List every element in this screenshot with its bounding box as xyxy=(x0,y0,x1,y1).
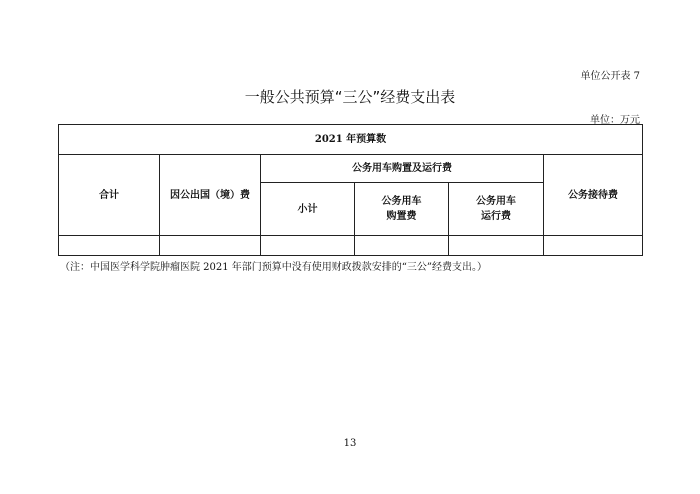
subtotal-value-cell xyxy=(261,236,355,256)
vehicle-purchase-value-cell xyxy=(355,236,449,256)
year-header-cell: 2021 年预算数 xyxy=(59,125,643,155)
vehicle-operation-value-cell xyxy=(449,236,544,256)
vehicle-group-header-cell: 公务用车购置及运行费 xyxy=(261,155,544,183)
unit-label: 单位：万元 xyxy=(590,115,640,126)
page-number: 13 xyxy=(343,438,357,449)
vehicle-purchase-header-cell: 公务用车 购置费 xyxy=(355,183,449,236)
table-note: （注：中国医学科学院肿瘤医院 2021 年部门预算中没有使用财政拨款安排的“三公”经费支出。） xyxy=(60,262,488,273)
subtotal-header-cell: 小计 xyxy=(261,183,355,236)
page-title: 一般公共预算“三公”经费支出表 xyxy=(244,88,456,106)
vehicle-operation-header-cell: 公务用车 运行费 xyxy=(449,183,544,236)
total-header-cell: 合计 xyxy=(59,155,160,236)
abroad-header-cell: 因公出国（境）费 xyxy=(160,155,261,236)
reception-header-cell: 公务接待费 xyxy=(544,155,643,236)
table-row xyxy=(59,236,643,256)
budget-table xyxy=(58,124,643,256)
total-value-cell xyxy=(59,236,160,256)
abroad-value-cell xyxy=(160,236,261,256)
form-number: 单位公开表 7 xyxy=(580,71,640,82)
reception-value-cell xyxy=(544,236,643,256)
